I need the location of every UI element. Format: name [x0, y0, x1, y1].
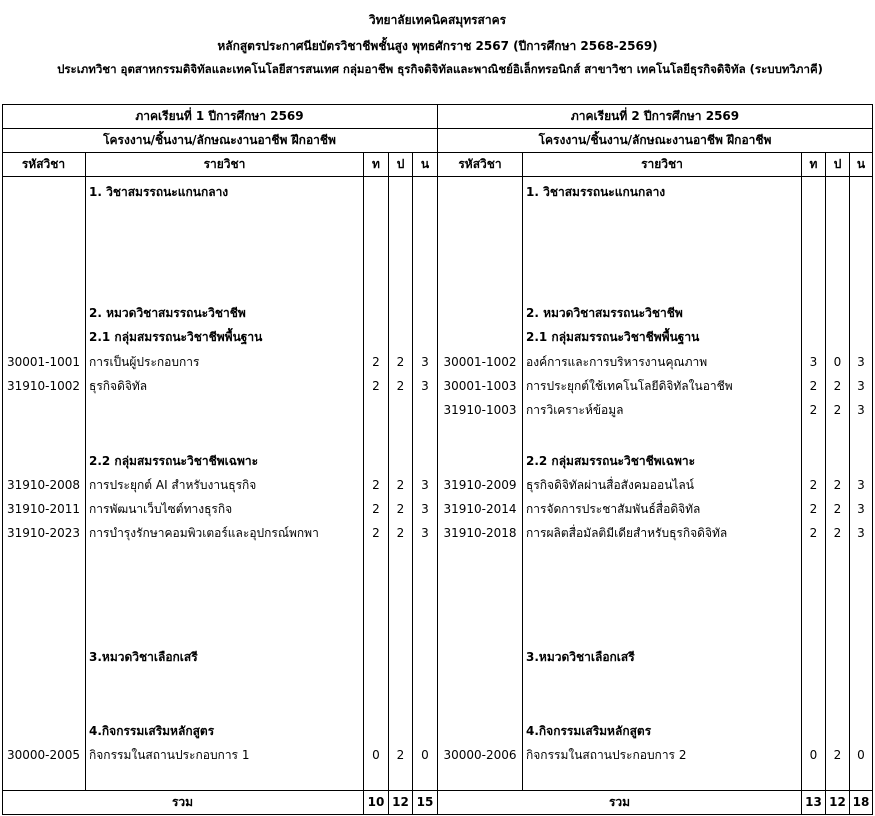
table-row-n: 3 [421, 526, 429, 540]
table-row-name: การผลิตสื่อมัลติมีเดียสำหรับธุรกิจดิจิทัล [526, 526, 728, 540]
table-row-t: 3 [809, 355, 818, 369]
s1-section-elective: 3.หมวดวิชาเลือกเสรี [89, 650, 198, 664]
table-row-n: 3 [421, 379, 429, 393]
table-row-code: 31910-1003 [443, 403, 517, 417]
table-row-n: 3 [857, 403, 865, 417]
s2-section-core: 1. วิชาสมรรถนะแกนกลาง [526, 185, 666, 199]
table-row-n: 0 [421, 748, 429, 762]
table-row-t: 2 [372, 379, 380, 393]
table-row-code: 31910-1002 [6, 379, 81, 393]
table-row-t: 2 [372, 478, 380, 492]
semester-1-subtitle: โครงงาน/ชิ้นงาน/ลักษณะงานอาชีพ ฝึกอาชีพ [103, 133, 336, 147]
s1-header-name: รายวิชา [203, 157, 246, 171]
table-row-name: การประยุกต์ใช้เทคโนโลยีดิจิทัลในอาชีพ [526, 379, 733, 393]
s2-section-specific: 2.2 กลุ่มสมรรถนะวิชาชีพเฉพาะ [526, 454, 696, 468]
s2-header-t: ท [809, 157, 818, 171]
semester-1-title: ภาคเรียนที่ 1 ปีการศึกษา 2569 [135, 109, 304, 123]
curriculum-table [2, 104, 873, 816]
table-row-p: 2 [396, 355, 405, 369]
program-description: ประเภทวิชา อุตสาหกรรมดิจิทัลและเทคโนโลยีสารสนเทศ กลุ่มอาชีพ ธุรกิจดิจิทัลและพาณิชย์อิเล็กทรอนิกส์ สาขาวิชา เทคโนโลยีธุรกิจดิจิทัล (ระบบทวิภาคี) [57, 62, 823, 76]
table-row-n: 3 [857, 478, 865, 492]
table-row-p: 2 [833, 478, 842, 492]
table-row-p: 2 [833, 403, 842, 417]
table-row-t: 2 [809, 403, 818, 417]
table-row-t: 2 [809, 478, 818, 492]
rule-s2-code [522, 152, 523, 791]
table-row-code: 31910-2014 [443, 502, 517, 516]
s2-section-basic: 2.1 กลุ่มสมรรถนะวิชาชีพพื้นฐาน [526, 330, 700, 344]
table-row-code: 30001-1002 [443, 355, 517, 369]
table-row-t: 2 [372, 355, 380, 369]
s1-header-p: ป [396, 157, 405, 171]
table-row-p: 2 [396, 526, 405, 540]
table-row-name: การพัฒนาเว็บไซต์ทางธุรกิจ [89, 502, 233, 516]
table-row-name: ธุรกิจดิจิทัลผ่านสื่อสังคมออนไลน์ [526, 478, 694, 492]
s2-header-p: ป [833, 157, 842, 171]
s1-total-label: รวม [171, 795, 194, 809]
table-row-code: 31910-2009 [443, 478, 517, 492]
s2-header-name: รายวิชา [641, 157, 683, 171]
table-row-n: 3 [421, 355, 429, 369]
s1-header-code: รหัสวิชา [21, 157, 66, 171]
table-row-p: 0 [833, 355, 842, 369]
s2-section-activity: 4.กิจกรรมเสริมหลักสูตร [526, 724, 652, 738]
semester-2-subtitle: โครงงาน/ชิ้นงาน/ลักษณะงานอาชีพ ฝึกอาชีพ [538, 133, 772, 147]
table-row-code: 31910-2018 [443, 526, 517, 540]
table-row-p: 2 [833, 748, 842, 762]
table-row-name: ธุรกิจดิจิทัล [89, 379, 148, 393]
table-row-t: 2 [372, 526, 380, 540]
s1-section-basic: 2.1 กลุ่มสมรรถนะวิชาชีพพื้นฐาน [89, 330, 263, 344]
s1-header-t: ท [372, 157, 380, 171]
table-row-name: การวิเคราะห์ข้อมูล [526, 403, 624, 417]
s1-section-professional: 2. หมวดวิชาสมรรถนะวิชาชีพ [89, 306, 246, 320]
semester-2-title: ภาคเรียนที่ 2 ปีการศึกษา 2569 [570, 109, 740, 123]
rule-middle [437, 104, 438, 815]
table-row-t: 2 [809, 502, 818, 516]
rule-s1-code [85, 152, 86, 791]
table-row-t: 2 [809, 526, 818, 540]
table-row-p: 2 [396, 748, 405, 762]
table-row-t: 2 [809, 379, 818, 393]
table-row-name: กิจกรรมในสถานประกอบการ 1 [89, 748, 250, 762]
s1-header-n: น [420, 157, 430, 171]
s1-total-n: 15 [416, 795, 434, 809]
curriculum-title: หลักสูตรประกาศนียบัตรวิชาชีพชั้นสูง พุทธศักราช 2567 (ปีการศึกษา 2568-2569) [217, 39, 658, 53]
table-row-name: การประยุกต์ AI สำหรับงานธุรกิจ [89, 478, 257, 492]
table-row-n: 0 [857, 748, 865, 762]
table-row-p: 2 [833, 526, 842, 540]
table-row-code: 30000-2006 [443, 748, 517, 762]
table-row-code: 31910-2011 [6, 502, 81, 516]
table-row-p: 2 [396, 478, 405, 492]
s2-total-n: 18 [852, 795, 870, 809]
table-row-p: 2 [396, 379, 405, 393]
s1-total-t: 10 [367, 795, 385, 809]
table-row-p: 2 [833, 379, 842, 393]
table-row-name: กิจกรรมในสถานประกอบการ 2 [526, 748, 687, 762]
table-row-name: การจัดการประชาสัมพันธ์สื่อดิจิทัล [526, 502, 701, 516]
s2-header-code: รหัสวิชา [458, 157, 502, 171]
s1-section-specific: 2.2 กลุ่มสมรรถนะวิชาชีพเฉพาะ [89, 454, 259, 468]
s2-header-n: น [856, 157, 866, 171]
table-row-code: 30000-2005 [6, 748, 81, 762]
table-row-p: 2 [396, 502, 405, 516]
s2-total-p: 12 [829, 795, 846, 809]
table-row-n: 3 [857, 502, 865, 516]
s1-section-activity: 4.กิจกรรมเสริมหลักสูตร [89, 724, 215, 738]
s1-section-core: 1. วิชาสมรรถนะแกนกลาง [89, 185, 229, 199]
table-row-p: 2 [833, 502, 842, 516]
table-row-code: 31910-2023 [6, 526, 81, 540]
table-row-code: 30001-1001 [6, 355, 81, 369]
table-row-name: การบำรุงรักษาคอมพิวเตอร์และอุปกรณ์พกพา [89, 526, 319, 540]
table-row-t: 2 [372, 502, 380, 516]
s2-section-elective: 3.หมวดวิชาเลือกเสรี [526, 650, 635, 664]
s2-total-t: 13 [805, 795, 822, 809]
table-row-n: 3 [857, 355, 865, 369]
s2-section-professional: 2. หมวดวิชาสมรรถนะวิชาชีพ [526, 306, 683, 320]
table-row-name: การเป็นผู้ประกอบการ [89, 355, 200, 369]
college-name: วิทยาลัยเทคนิคสมุทรสาคร [368, 13, 507, 27]
table-row-n: 3 [421, 478, 429, 492]
table-row-code: 30001-1003 [443, 379, 517, 393]
table-row-n: 3 [857, 526, 865, 540]
table-row-n: 3 [421, 502, 429, 516]
table-row-name: องค์การและการบริหารงานคุณภาพ [526, 355, 708, 369]
rule-right [872, 104, 873, 815]
rule-left [2, 104, 3, 815]
table-row-n: 3 [857, 379, 865, 393]
s2-total-label: รวม [608, 795, 631, 809]
s1-total-p: 12 [392, 795, 409, 809]
table-row-t: 0 [372, 748, 380, 762]
table-row-code: 31910-2008 [6, 478, 81, 492]
table-row-t: 0 [809, 748, 818, 762]
